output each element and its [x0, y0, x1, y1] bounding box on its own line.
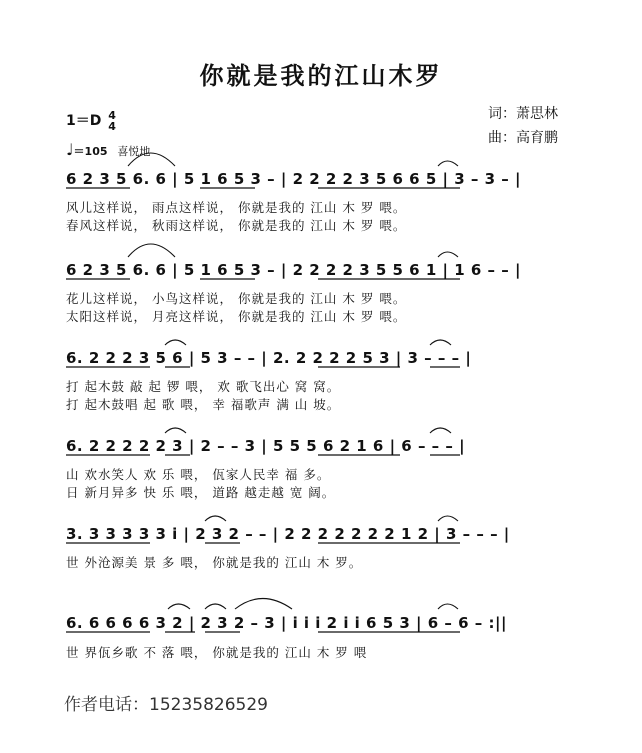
lyric-line-4a: 山 欢水笑人 欢 乐 喂， 佤家人民幸 福 多。: [66, 467, 331, 482]
notation-line-1: 6 2 3 5 6. 6 | 5 1 6 5 3 – | 2 2 2 2 3 5 6 6 5 | 3 – 3 – |: [66, 170, 521, 188]
lyric-line-2a: 花儿这样说， 小鸟这样说， 你就是我的 江山 木 罗 喂。: [66, 291, 407, 306]
lyric-line-6a: 世 界佤乡歌 不 落 喂， 你就是我的 江山 木 罗 喂: [66, 645, 368, 660]
tie-arcs: [128, 153, 458, 609]
key-label: 1＝D: [66, 113, 102, 129]
notation-line-6: 6. 6 6 6 6 3 2 | 2 3 2 – 3 | i i i 2 i i 6 5 3 | 6 – 6 – :||: [66, 614, 507, 632]
author-phone: 作者电话：15235826529: [64, 695, 268, 715]
lyric-line-3b: 打 起木鼓唱 起 歌 喂， 幸 福歌声 满 山 坡。: [66, 397, 341, 412]
lyricist-credit: 词：萧思林: [488, 106, 558, 122]
notation-line-2: 6 2 3 5 6. 6 | 5 1 6 5 3 – | 2 2 2 2 3 5 5 6 1 | 1 6 – – |: [66, 261, 521, 279]
tempo-value: ＝105: [73, 145, 108, 158]
lyric-line-2b: 太阳这样说， 月亮这样说， 你就是我的 江山 木 罗 喂。: [66, 309, 407, 324]
lyric-line-1a: 风儿这样说， 雨点这样说， 你就是我的 江山 木 罗 喂。: [66, 200, 407, 215]
tempo-mood: 喜悦地: [117, 145, 151, 158]
lyric-line-3a: 打 起木鼓 敲 起 锣 喂， 欢 歌飞出心 窝 窝。: [66, 379, 341, 394]
lyric-line-4b: 日 新月异多 快 乐 喂， 道路 越走越 宽 阔。: [66, 485, 336, 500]
beam-underlines: [66, 188, 460, 632]
lyric-line-1b: 春风这样说， 秋雨这样说， 你就是我的 江山 木 罗 喂。: [66, 218, 407, 233]
time-bottom: 4: [108, 120, 116, 133]
notation-line-3: 6. 2 2 2 3 5 6 | 5 3 – – | 2. 2 2 2 2 5 3 | 3 – – – |: [66, 349, 472, 367]
quarter-note-icon: ♩: [66, 140, 74, 159]
lyric-line-5a: 世 外沧源美 景 多 喂， 你就是我的 江山 木 罗。: [66, 555, 363, 570]
time-top: 4: [108, 109, 116, 122]
song-title: 你就是我的江山木罗: [199, 61, 443, 90]
notation-line-4: 6. 2 2 2 2 2 3 | 2 – – 3 | 5 5 5 6 2 1 6 | 6 – – – |: [66, 437, 466, 455]
notation-line-5: 3. 3 3 3 3 3 i | 2 3 2 – – | 2 2 2 2 2 2 2 1 2 | 3 – – – |: [66, 525, 510, 543]
composer-credit: 曲：高育鹏: [488, 130, 558, 146]
